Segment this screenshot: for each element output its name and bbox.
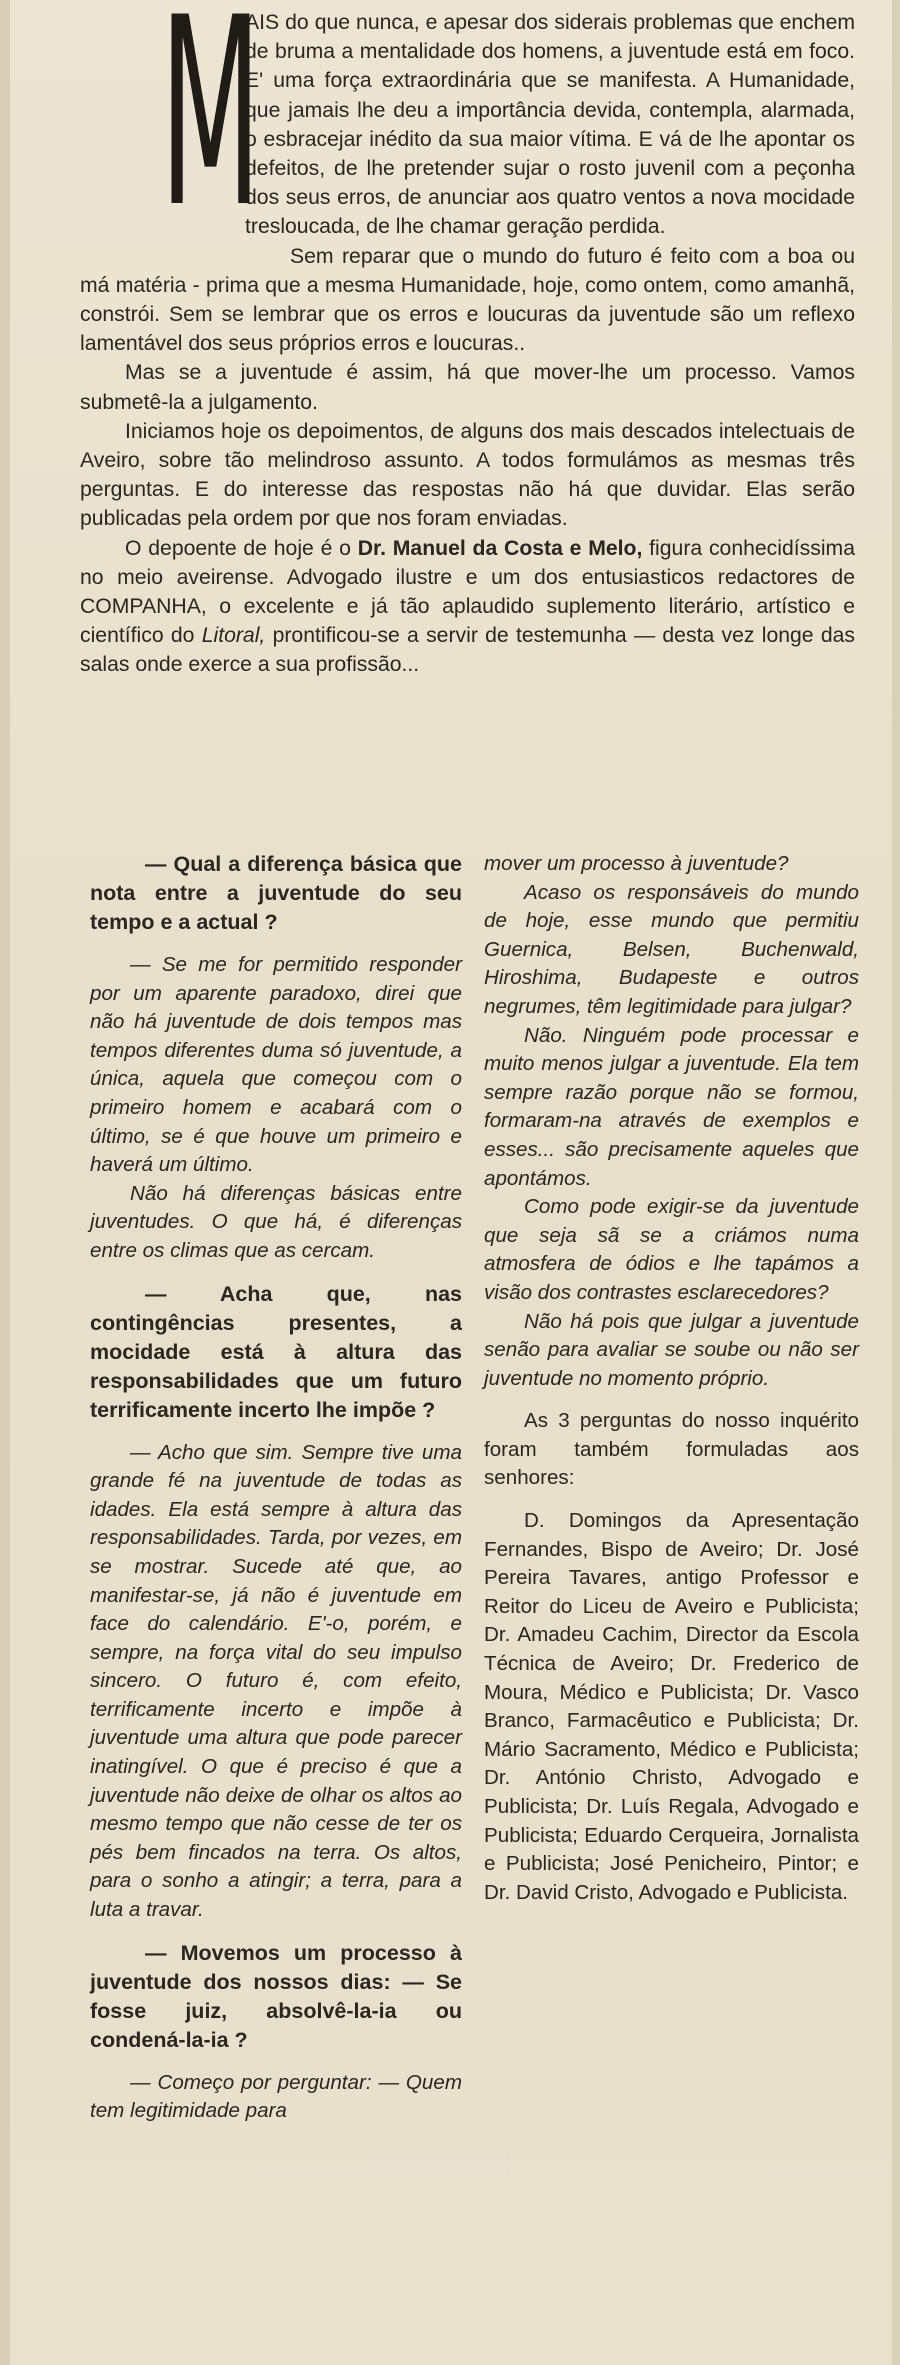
deponent-description: figura conhecidíssima no meio aveirense. Advogado ilustre e um dos entusiasticos redactores de COMPANHA, o excelente e já tão aplaudido suplemento literário, artístico e científico do bbox=[80, 536, 855, 648]
deponent-closing: prontificou-se a servir de testemunha — desta vez longe das salas onde exerce a sua profissão... bbox=[80, 624, 856, 677]
answer-3-continued: Como pode exigir-se da juventude que seja sã se a criámos numa atmosfera de ódios e lhe tapámos a visão dos contrastes esclarecedores? bbox=[484, 1195, 859, 1304]
answer-3-continued: Não há pois que julgar a juventude senão para avaliar se soube ou não ser juventude no momento próprio. bbox=[484, 1309, 859, 1390]
deponent-name: Dr. Manuel da Costa e Melo, bbox=[357, 536, 643, 560]
answer-2-paragraph: — Acho que sim. Sempre tive uma grande fé na juventude de todas as idades. Ela está sempre à altura das responsabilidades. Tarda, por vezes, em se mostrar. Sucede até que, ao manifestar-se, já não é juventude em face do calendário. E'-o, porém, e sempre, na força vital do seu impulso sincero. O futuro é, com efeito, terrificamente incerto e impõe à juventude uma altura que pode parecer inatingível. O que é preciso é que a juventude não deixe de olhar os altos ao mesmo tempo que não cesse de ter os pés bem fincados na terra. Os altos, para o sonho a atingir; a terra, para a luta a travar. bbox=[90, 1440, 462, 1922]
intro-paragraph-deponent bbox=[80, 534, 855, 680]
answer-1-paragraph: Não há diferenças básicas entre juventudes. O que há, é diferenças entre os climas que as cercam. bbox=[90, 1181, 462, 1262]
answer-1-paragraph: — Se me for permitido responder por um aparente paradoxo, direi que não há juventude de dois tempos mas tempos diferentes duma só juventude, a única, aquela que começou com o primeiro homem e acabará com o último, se é que houve um primeiro e haverá um último. bbox=[90, 953, 462, 1177]
right-column bbox=[484, 850, 859, 1907]
intro-paragraph: Iniciamos hoje os depoimentos, de alguns dos mais descados intelectuais de Aveiro, sobre tão melindroso assunto. A todos formulámos as mesmas três perguntas. E do interesse das respostas não há que duvidar. Elas serão publicadas pela ordem por que nos foram enviadas. bbox=[80, 419, 855, 531]
answer-3-continued: mover um processo à juventude? bbox=[484, 852, 789, 875]
answer-3-continued: Acaso os responsáveis do mundo de hoje, esse mundo que permitiu Guernica, Belsen, Buchenwald, Hiroshima, Budapeste e outros negrumes, têm legitimidade para julgar? bbox=[484, 880, 859, 1018]
closing-paragraph-names: D. Domingos da Apresentação Fernandes, Bispo de Aveiro; Dr. José Pereira Tavares, antigo Professor e Reitor do Liceu de Aveiro e Publicista; Dr. Amadeu Cachim, Director da Escola Técnica de Aveiro; Dr. Frederico de Moura, Médico e Publicista; Dr. Vasco Branco, Farmacêutico e Publicista; Dr. Mário Sacramento, Médico e Publicista; Dr. António Christo, Advogado e Publicista; Dr. Luís Regala, Advogado e Publicista; Eduardo Cerqueira, Jornalista e Publicista; José Penicheiro, Pintor; e Dr. David Cristo, Advogado e Publicista. bbox=[484, 1509, 859, 1904]
intro-paragraph: AIS do que nunca, e apesar dos siderais problemas que enchem de bruma a mentalidade dos homens, a juventude está em foco. E' uma força extraordinária que se manifesta. A Humanidade, que jamais lhe deu a importância devida, contempla, alarmada, o esbracejar inédito da sua maior vítima. E vá de lhe apontar os defeitos, de lhe pretender sujar o rosto juvenil com a peçonha dos seus erros, de anunciar aos quatro ventos a nova mocidade tresloucada, de lhe chamar geração perdida. bbox=[245, 11, 855, 239]
litoral-title: Litoral, bbox=[201, 624, 266, 648]
answer-3-paragraph: — Começo por perguntar: — Quem tem legitimidade para bbox=[90, 2070, 462, 2123]
intro-paragraph: Sem reparar que o mundo do futuro é feito com a boa ou má matéria - prima que a mesma Humanidade, hoje, como ontem, como amanhã, constrói. Sem se lembrar que os erros e loucuras da juventude são um reflexo lamentável dos seus próprios erros e loucuras.. bbox=[80, 244, 855, 356]
closing-paragraph: As 3 perguntas do nosso inquérito foram também formuladas aos senhores: bbox=[484, 1409, 859, 1490]
drop-cap: M bbox=[160, 0, 261, 265]
deponent-intro: O depoente de hoje é o bbox=[125, 536, 358, 560]
question-3: — Movemos um processo à juventude dos nossos dias: — Se fosse juiz, absolvê-la-ia ou condená-la-ia ? bbox=[90, 1940, 462, 2052]
intro-text bbox=[80, 0, 856, 680]
answer-3-continued: Não. Ninguém pode processar e muito menos julgar a juventude. Ela tem sempre razão porque não se formou, formaram-na através de exemplos e esses... são precisamente aqueles que apontámos. bbox=[484, 1023, 859, 1190]
question-2: — Acha que, nas contingências presentes, a mocidade está à altura das responsabilidades que um futuro terrificamente incerto lhe impõe ? bbox=[90, 1281, 462, 1422]
intro-paragraph: Mas se a juventude é assim, há que mover-lhe um processo. Vamos submetê-la a julgamento. bbox=[80, 361, 855, 414]
question-1: — Qual a diferença básica que nota entre a juventude do seu tempo e a actual ? bbox=[90, 852, 462, 934]
left-column bbox=[90, 850, 462, 2126]
